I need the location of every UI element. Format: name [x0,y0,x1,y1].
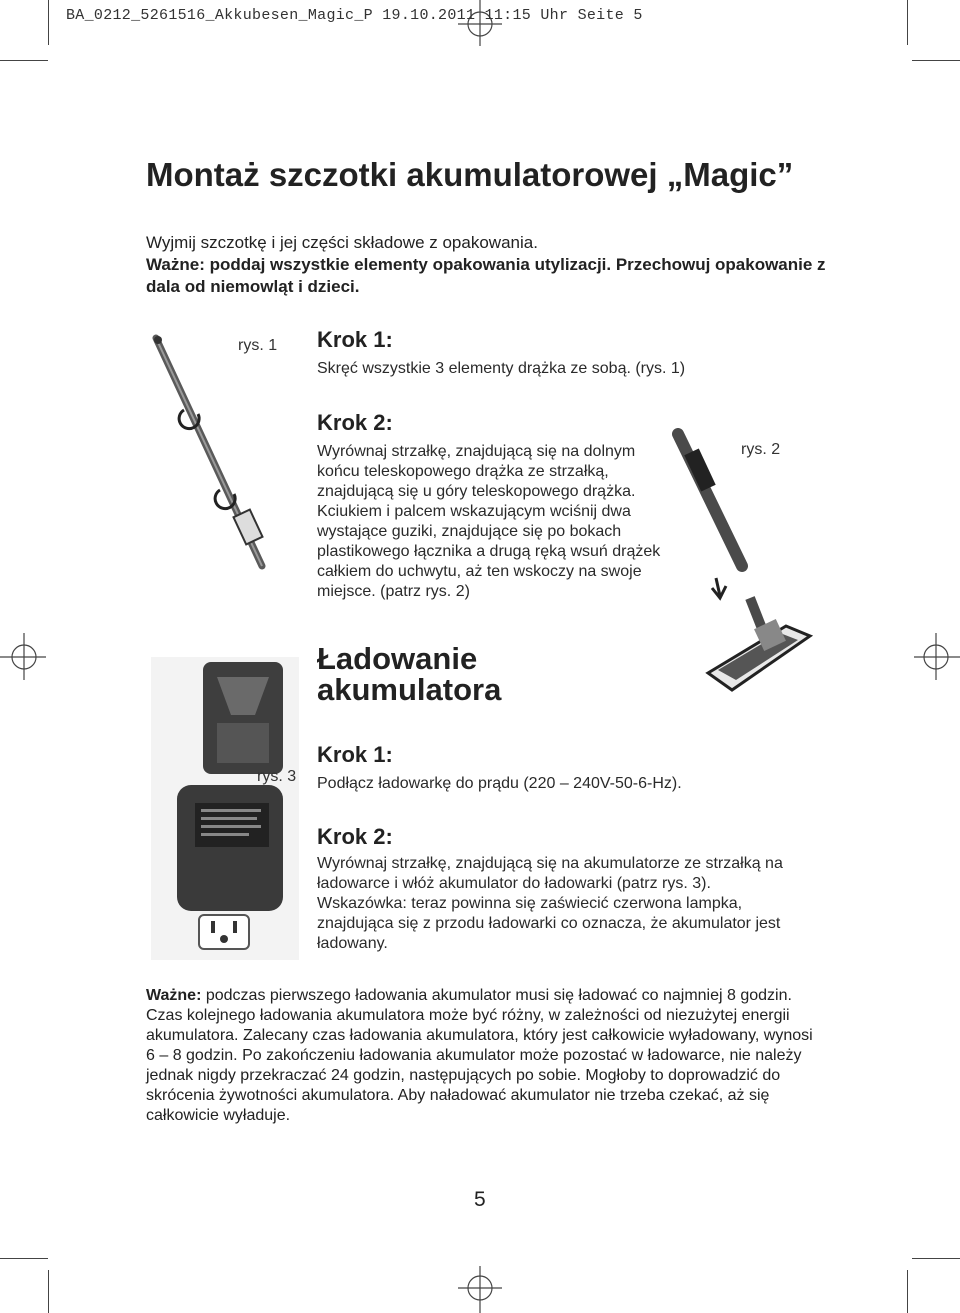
assembly-step2-text: Wyrównaj strzałkę, znajdującą się na dolnym końcu teleskopowego drążka ze strzałką, znajdującą się u góry teleskopowego drążka. Kciukiem i palcem wskazującym wciśnij dwa wystające guziki, znajdujące się po bokach plastikowego łącznika a drugą ręką wsuń drążek całkiem do uchwytu, aż ten wskoczy na swoje miejsce. (patrz rys. 2) [317,443,661,600]
important-text: poddaj wszystkie elementy opakowania utylizacji. Przechowuj opakowanie z dala od niemowląt i dzieci. [146,255,826,296]
important-label: Ważne: [146,255,205,274]
charging-heading: Ładowanie akumulatora [317,641,502,707]
figure-2-label: rys. 2 [741,441,781,458]
charging-step1-heading: Krok 1: [317,742,393,767]
charging-step2-heading: Krok 2: [317,824,393,849]
charging-step1-text: Podłącz ładowarkę do prądu (220 – 240V-50-6-Hz). [317,775,682,792]
intro-important [146,254,836,298]
assembly-step2-heading: Krok 2: [317,410,393,435]
assembly-step1-heading: Krok 1: [317,327,393,352]
note-text: podczas pierwszego ładowania akumulator musi się ładować co najmniej 8 godzin. Czas kolejnego ładowania akumulatora może być różny, w zależności od niezużytej energii akumulatora. Zalecany czas ładowania akumulatora, który jest całkowicie wyładowany, wynosi 6 – 8 godzin. Po zakończeniu ładowania akumulator może pozostać w ładowarce, nie należy jednak nigdy przekraczać 24 godzin, następujących po sobie. Mogłoby to doprowadzić do skrócenia żywotności akumulatora. Aby naładować akumulator nie trzeba czekać, aż się całkowicie wyładuje. [146,987,813,1124]
page-title: Montaż szczotki akumulatorowej „Magic” [146,156,794,193]
figure-1-handle [146,330,286,575]
intro-line: Wyjmij szczotkę i jej części składowe z opakowania. [146,233,538,252]
print-slug: BA_0212_5261516_Akkubesen_Magic_P 19.10.2011 11:15 Uhr Seite 5 [66,7,643,24]
note-label: Ważne: [146,987,202,1004]
assembly-step1-text: Skręć wszystkie 3 elementy drążka ze sobą. (rys. 1) [317,360,686,377]
figure-3-charger [151,657,299,960]
important-note [146,986,816,1126]
figure-3-label: rys. 3 [257,768,297,785]
figure-2-broom [668,428,830,713]
figure-1-label: rys. 1 [238,337,278,354]
intro-block [146,232,836,298]
page-number: 5 [474,1188,486,1211]
charging-step2-text: Wyrównaj strzałkę, znajdującą się na akumulatorze ze strzałką na ładowarce i włóż akumulator do ładowarki (patrz rys. 3). Wskazówka: teraz powinna się zaświecić czerwona lampka, znajdująca się z przodu ładowarki co oznacza, że akumulator jest ładowany. [317,855,783,952]
